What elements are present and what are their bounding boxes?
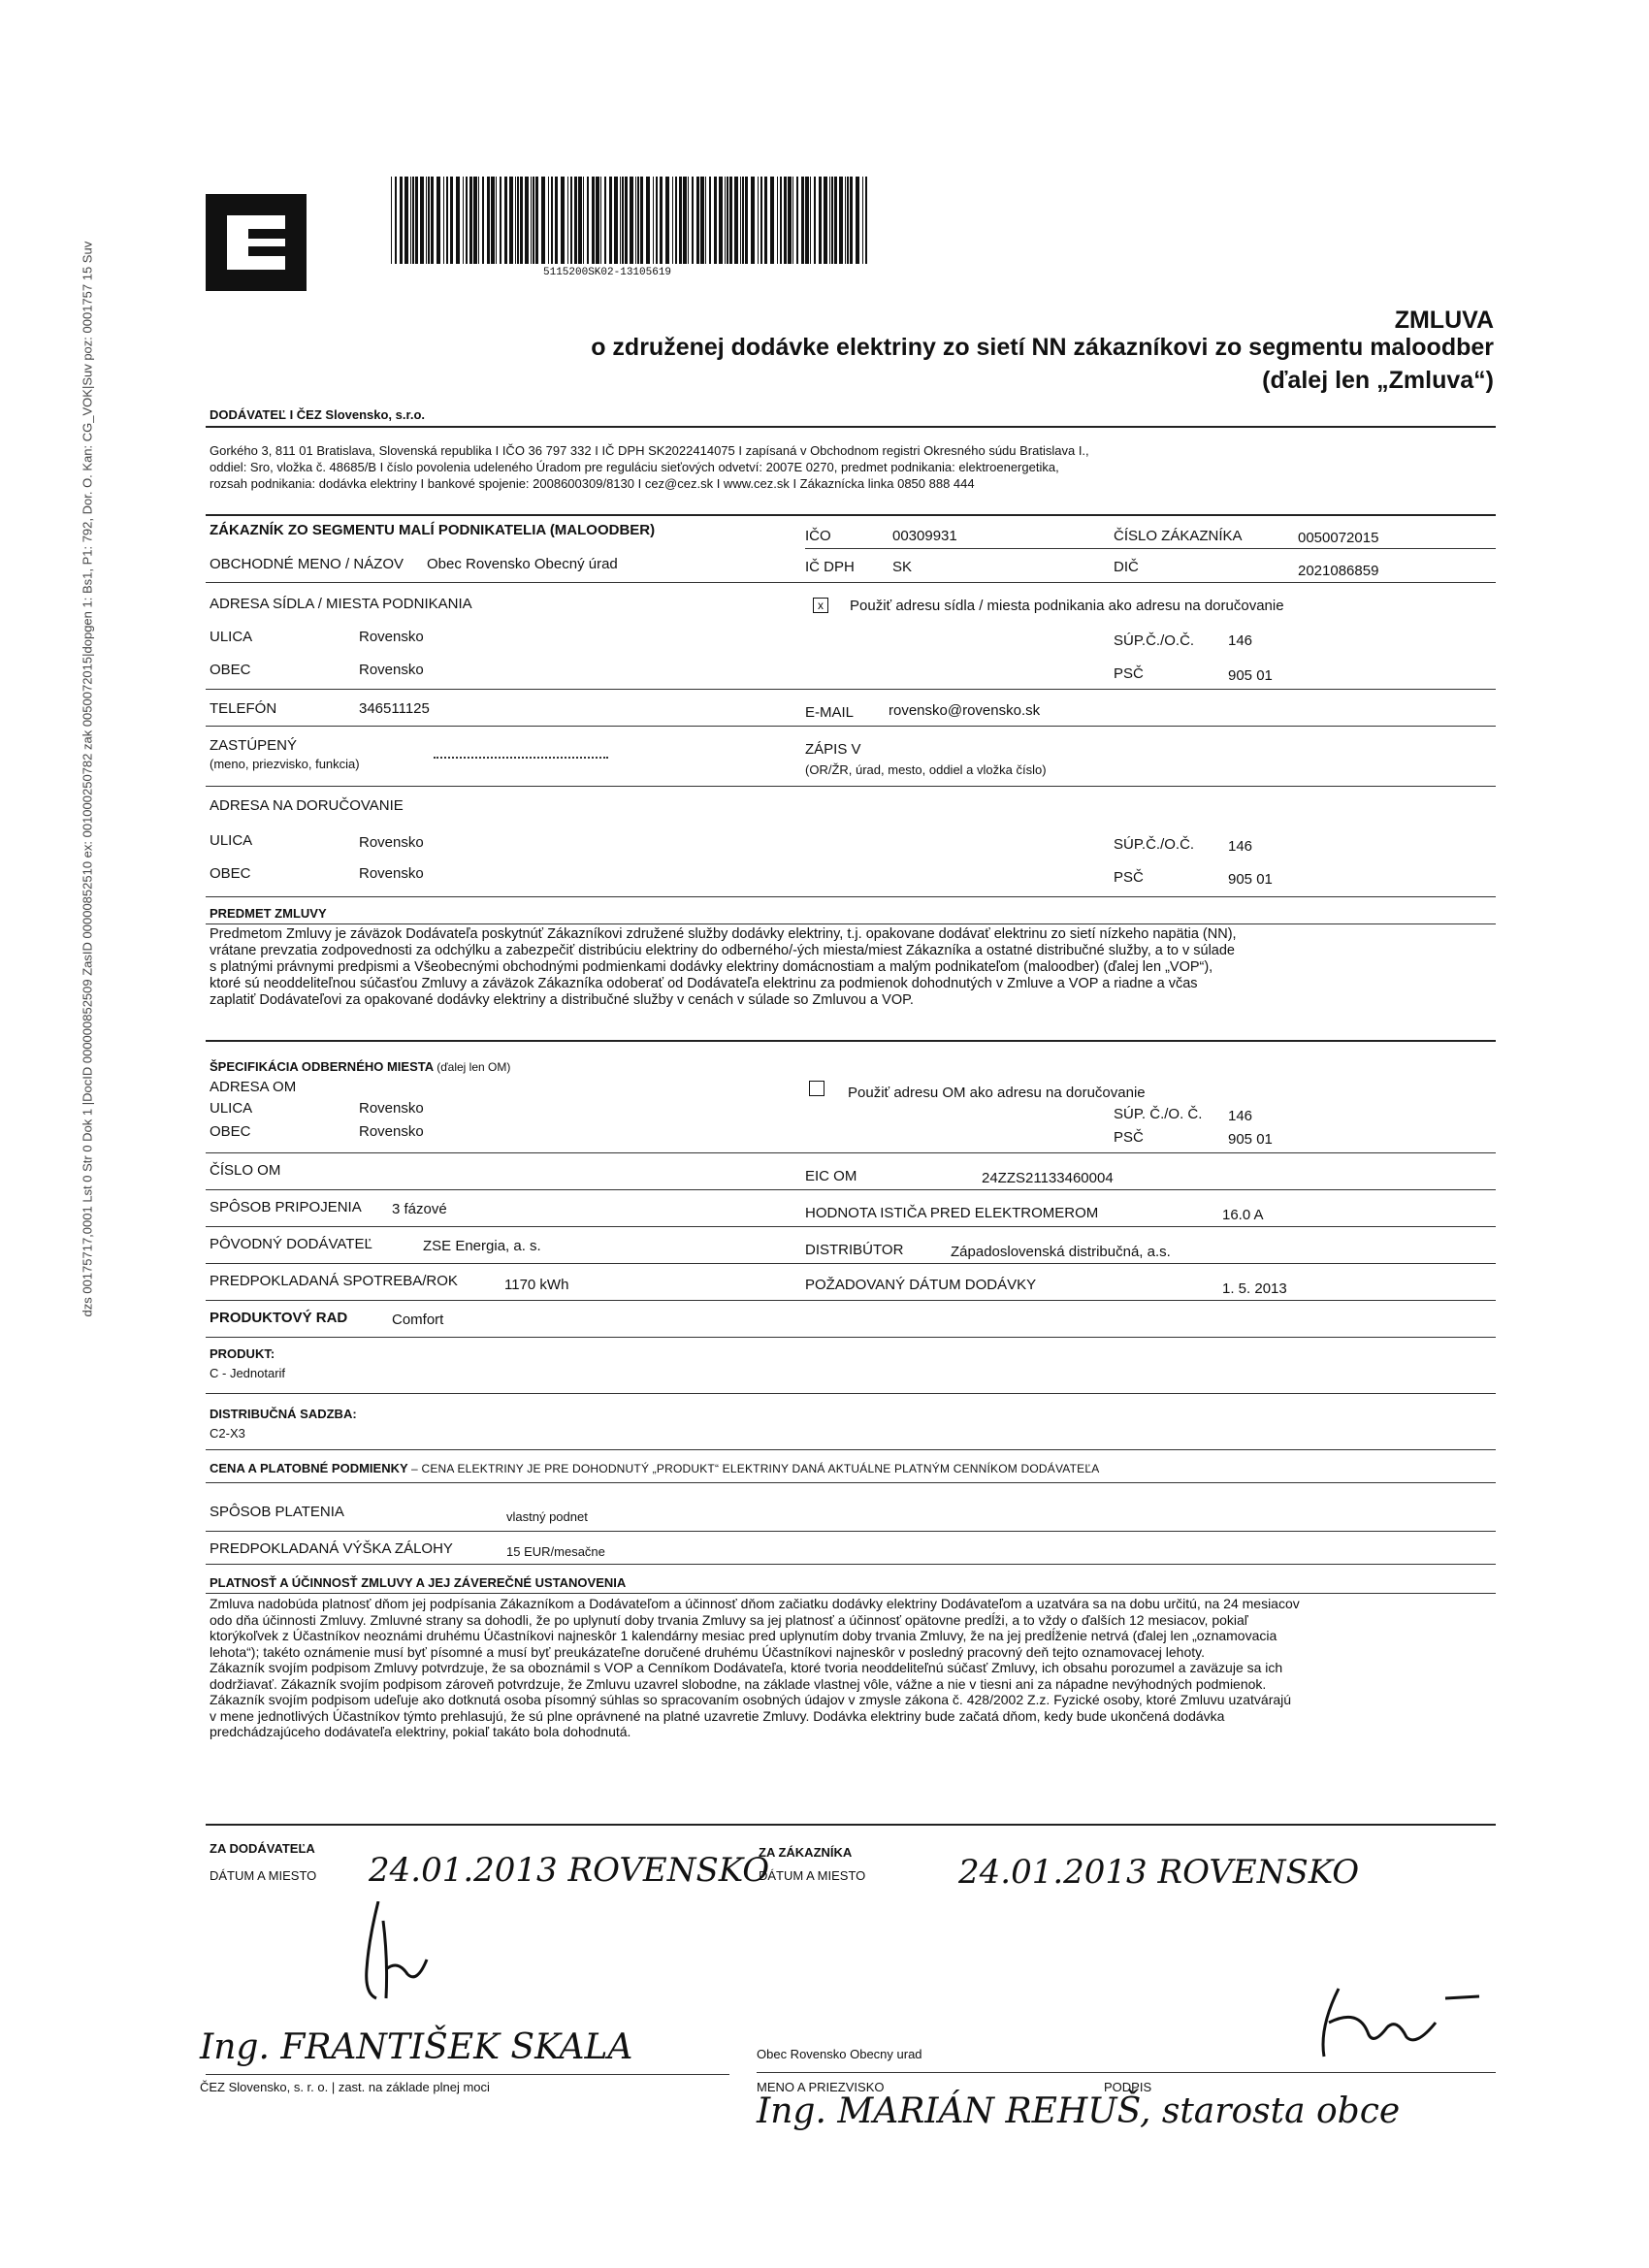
business-name-label: OBCHODNÉ MENO / NÁZOV	[210, 556, 404, 572]
representative-hint: (meno, priezvisko, funkcia)	[210, 757, 360, 771]
customer-number-value: 0050072015	[1298, 530, 1379, 546]
signature-label: PODPIS	[1104, 2080, 1152, 2094]
payment-method-value: vlastný podnet	[506, 1509, 588, 1524]
supplier-handwritten-date-place: 24.01.2013 ROVENSKO	[369, 1851, 770, 1890]
om-street-label: ULICA	[210, 1100, 253, 1117]
for-customer-label: ZA ZÁKAZNÍKA	[759, 1845, 853, 1860]
supplier-line-2: oddiel: Sro, vložka č. 48685/B I číslo povolenia udeleného Úradom pre reguláciu sieťových odvetví: 2007E 0270, predmet podnikania: elektroenergetika,	[210, 460, 1059, 474]
om-postcode-label: PSČ	[1114, 1129, 1144, 1146]
delivery-address-heading: ADRESA NA DORUČOVANIE	[210, 797, 404, 814]
street-label: ULICA	[210, 629, 253, 645]
use-om-address-checkbox[interactable]	[809, 1081, 824, 1096]
delivery-street-label: ULICA	[210, 832, 253, 849]
deposit-value: 15 EUR/mesačne	[506, 1544, 605, 1559]
representative-label: ZASTÚPENÝ	[210, 737, 298, 754]
om-house-number-label: SÚP. Č./O. Č.	[1114, 1106, 1203, 1122]
barcode-number: 5115200SK02-13105619	[543, 267, 672, 278]
email-value: rovensko@rovensko.sk	[889, 702, 1041, 719]
for-supplier-label: ZA DODÁVATEĽA	[210, 1841, 315, 1856]
supplier-signature	[330, 1901, 466, 2008]
town-label: OBEC	[210, 662, 251, 678]
icdph-value: SK	[892, 559, 913, 575]
customer-date-place-label: DÁTUM A MIESTO	[759, 1868, 866, 1883]
ico-value: 00309931	[892, 528, 957, 544]
delivery-house-number-label: SÚP.Č./O.Č.	[1114, 836, 1195, 853]
ico-label: IČO	[805, 528, 831, 544]
use-om-address-label: Použiť adresu OM ako adresu na doručovanie	[848, 1085, 1146, 1101]
delivery-street-value: Rovensko	[359, 834, 424, 851]
customer-signature	[1300, 1979, 1484, 2066]
customer-handwritten-name: Ing. MARIÁN REHUŠ, starosta obce	[757, 2091, 1401, 2131]
cez-logo	[206, 194, 307, 291]
dic-value: 2021086859	[1298, 563, 1379, 579]
om-house-number-value: 146	[1228, 1108, 1253, 1124]
delivery-town-value: Rovensko	[359, 865, 424, 882]
connection-type-value: 3 fázové	[392, 1201, 447, 1217]
contract-subtitle: o združenej dodávke elektriny zo sietí NN zákazníkovi zo segmentu maloodber	[591, 334, 1494, 361]
postcode-label: PSČ	[1114, 665, 1144, 682]
delivery-postcode-label: PSČ	[1114, 869, 1144, 886]
supplier-heading: DODÁVATEĽ I ČEZ Slovensko, s.r.o.	[210, 407, 426, 422]
product-value: C - Jednotarif	[210, 1366, 286, 1380]
town-value: Rovensko	[359, 662, 424, 678]
postcode-value: 905 01	[1228, 667, 1273, 684]
om-number-label: ČÍSLO OM	[210, 1162, 281, 1179]
registration-label: ZÁPIS V	[805, 741, 861, 758]
delivery-date-label: POŽADOVANÝ DÁTUM DODÁVKY	[805, 1277, 1037, 1293]
product-label: PRODUKT:	[210, 1346, 275, 1361]
phone-label: TELEFÓN	[210, 700, 277, 717]
customer-handwritten-date-place: 24.01.2013 ROVENSKO	[958, 1853, 1360, 1892]
om-town-label: OBEC	[210, 1123, 251, 1140]
deposit-label: PREDPOKLADANÁ VÝŠKA ZÁLOHY	[210, 1540, 453, 1557]
customer-printed-name: Obec Rovensko Obecny urad	[757, 2047, 922, 2061]
payment-method-label: SPÔSOB PLATENIA	[210, 1504, 344, 1520]
phone-value: 346511125	[359, 700, 430, 717]
supplier-date-place-label: DÁTUM A MIESTO	[210, 1868, 317, 1883]
customer-heading: ZÁKAZNÍK ZO SEGMENTU MALÍ PODNIKATELIA (MALOODBER)	[210, 522, 656, 538]
previous-supplier-label: PÔVODNÝ DODÁVATEĽ	[210, 1236, 372, 1252]
eic-value: 24ZZS21133460004	[982, 1170, 1114, 1186]
delivery-postcode-value: 905 01	[1228, 871, 1273, 888]
tariff-value: C2-X3	[210, 1426, 245, 1441]
om-town-value: Rovensko	[359, 1123, 424, 1140]
street-value: Rovensko	[359, 629, 424, 645]
consumption-value: 1170 kWh	[504, 1277, 569, 1293]
delivery-house-number-value: 146	[1228, 838, 1253, 855]
distributor-value: Západoslovenská distribučná, a.s.	[951, 1244, 1171, 1260]
eic-label: EIC OM	[805, 1168, 857, 1184]
om-postcode-value: 905 01	[1228, 1131, 1273, 1148]
delivery-town-label: OBEC	[210, 865, 251, 882]
validity-heading: PLATNOSŤ A ÚČINNOSŤ ZMLUVY A JEJ ZÁVEREČNÉ USTANOVENIA	[210, 1575, 627, 1590]
representative-field[interactable]	[434, 757, 608, 759]
price-heading: CENA A PLATOBNÉ PODMIENKY – CENA ELEKTRINY JE PRE DOHODNUTÝ „PRODUKT“ ELEKTRINY DANÁ AKTUÁLNE PLATNÝM CENNÍKOM DODÁVATEĽA	[210, 1461, 1100, 1475]
email-label: E-MAIL	[805, 704, 855, 721]
breaker-label: HODNOTA ISTIČA PRED ELEKTROMEROM	[805, 1205, 1099, 1221]
use-seat-address-checkbox[interactable]: x	[813, 598, 828, 613]
supplier-line-3: rozsah podnikania: dodávka elektriny I bankové spojenie: 2008600309/8130 I cez@cez.sk I www.cez.sk I Zákaznícka linka 0850 888 444	[210, 476, 975, 491]
breaker-value: 16.0 A	[1222, 1207, 1264, 1223]
om-street-value: Rovensko	[359, 1100, 424, 1117]
supplier-line-1: Gorkého 3, 811 01 Bratislava, Slovenská republika I IČO 36 797 332 I IČ DPH SK2022414075 I zapísaná v Obchodnom registri Okresného súdu Bratislava I.,	[210, 443, 1089, 458]
subject-heading: PREDMET ZMLUVY	[210, 906, 327, 921]
customer-number-label: ČÍSLO ZÁKAZNÍKA	[1114, 528, 1243, 544]
business-name-value: Obec Rovensko Obecný úrad	[427, 556, 618, 572]
seat-address-label: ADRESA SÍDLA / MIESTA PODNIKANIA	[210, 596, 472, 612]
product-line-value: Comfort	[392, 1312, 444, 1328]
contract-subtitle-short: (ďalej len „Zmluva“)	[1262, 367, 1494, 394]
dic-label: DIČ	[1114, 559, 1139, 575]
connection-type-label: SPÔSOB PRIPOJENIA	[210, 1199, 362, 1215]
validity-text: Zmluva nadobúda platnosť dňom jej podpísania Zákazníkom a Dodávateľom a účinnosť dňom začiatku dodávky elektriny Dodávateľom a uzatvára sa na dobu určitú, na 24 mesiacov odo dňa účinnosti Zmluvy. Zmluvné strany sa dohodli, že po uplynutí doby trvania Zmluvy sa jej platnosť a účinnosť opätovne predĺži, a to vždy o ďalších 12 mesiacov, pokiaľ ktorýkoľvek z Účastníkov neoznámi druhému Účastníkovi najneskôr 1 kalendárny mesiac pred uplynutím doby trvania Zmluvy, že na jej predĺženie netrvá (ďalej len „oznamovacia lehota“); takéto oznámenie musí byť písomné a musí byť preukázateľne doručené druhému Účastníkovi najneskôr v posledný pracovný deň tejto oznamovacej lehoty. Zákazník svojím podpisom Zmluvy potvrdzuje, že sa oboznámil s VOP a Cenníkom Dodávateľa, ktoré tvoria neoddeliteľnú súčasť Zmluvy, ich obsahu porozumel a zaväzuje sa ich dodržiavať. Zákazník svojím podpisom zároveň potvrdzuje, že Zmluvu uzavrel slobodne, na základe vlastnej vôle, vážne a nie v tiesni ani za nápadne nevýhodných podmienok. Zákazník svojím podpisom udeľuje ako dotknutá osoba písomný súhlas so spracovaním osobných údajov v zmysle zákona č. 428/2002 Z.z. Fyzické osoby, ktoré Zmluvu uzatvárajú v mene jednotlivých Účastníkov týmto prehlasujú, že sú plne oprávnené na platné uzavretie Zmluvy. Dodávka elektriny bude začatá dňom, kedy bude ukončená dodávka predchádzajúceho dodávateľa elektriny, pokiaľ takáto bola dohodnutá.	[210, 1596, 1300, 1739]
supplier-handwritten-name: Ing. FRANTIŠEK SKALA	[200, 2027, 633, 2067]
house-number-label: SÚP.Č./O.Č.	[1114, 632, 1195, 649]
delivery-date-value: 1. 5. 2013	[1222, 1280, 1287, 1297]
barcode	[391, 177, 876, 264]
icdph-label: IČ DPH	[805, 559, 855, 575]
registration-hint: (OR/ŽR, úrad, mesto, oddiel a vložka číslo)	[805, 762, 1047, 777]
consumption-label: PREDPOKLADANÁ SPOTREBA/ROK	[210, 1273, 458, 1289]
name-surname-label: MENO A PRIEZVISKO	[757, 2080, 885, 2094]
product-line-label: PRODUKTOVÝ RAD	[210, 1310, 348, 1326]
contract-title: ZMLUVA	[1394, 307, 1494, 334]
subject-text: Predmetom Zmluvy je záväzok Dodávateľa poskytnúť Zákazníkovi združené služby dodávky elektriny, t.j. opakovane dodávať elektrinu zo sietí nízkeho napätia (NN), vrátane prevzatia zodpovednosti za odchýlku a zabezpečiť distribúciu elektriny do odberného/-ých miesta/miest Zákazníka a ostatné distribučné služby, a to v súlade s platnými právnymi predpismi a Všeobecnými obchodnými podmienkami dodávky elektriny domácnostiam a malým podnikateľom (maloodber) (ďalej len „VOP“), ktoré sú neoddeliteľnou súčasťou Zmluvy a záväzok Zákazníka odoberať od Dodávateľa elektrinu za podmienok dohodnutých v Zmluve a VOP a riadne a včas zaplatiť Dodávateľovi za opakované dodávky elektriny a distribučné služby v cenách v súlade so Zmluvou a VOP.	[210, 926, 1237, 1008]
side-metadata-text: dzs 00175717,0001 Lst 0 Str 0 Dok 1 |DocID 000000852509 ZasID 00000852510 ex: 001000250782 zak 0050072015|dopgen 1: Bs1, P1: 792, Dor. O. Kan: CG_VOK|Suv poz: 0001757 15 Suv	[80, 241, 95, 1317]
distributor-label: DISTRIBÚTOR	[805, 1242, 904, 1258]
supplier-signatory-line: ČEZ Slovensko, s. r. o. | zast. na základe plnej moci	[200, 2080, 490, 2094]
house-number-value: 146	[1228, 632, 1253, 649]
tariff-label: DISTRIBUČNÁ SADZBA:	[210, 1407, 357, 1421]
use-seat-address-label: Použiť adresu sídla / miesta podnikania ako adresu na doručovanie	[850, 598, 1284, 614]
om-heading: ŠPECIFIKÁCIA ODBERNÉHO MIESTA (ďalej len OM)	[210, 1059, 511, 1074]
om-address-label: ADRESA OM	[210, 1079, 297, 1095]
previous-supplier-value: ZSE Energia, a. s.	[423, 1238, 541, 1254]
